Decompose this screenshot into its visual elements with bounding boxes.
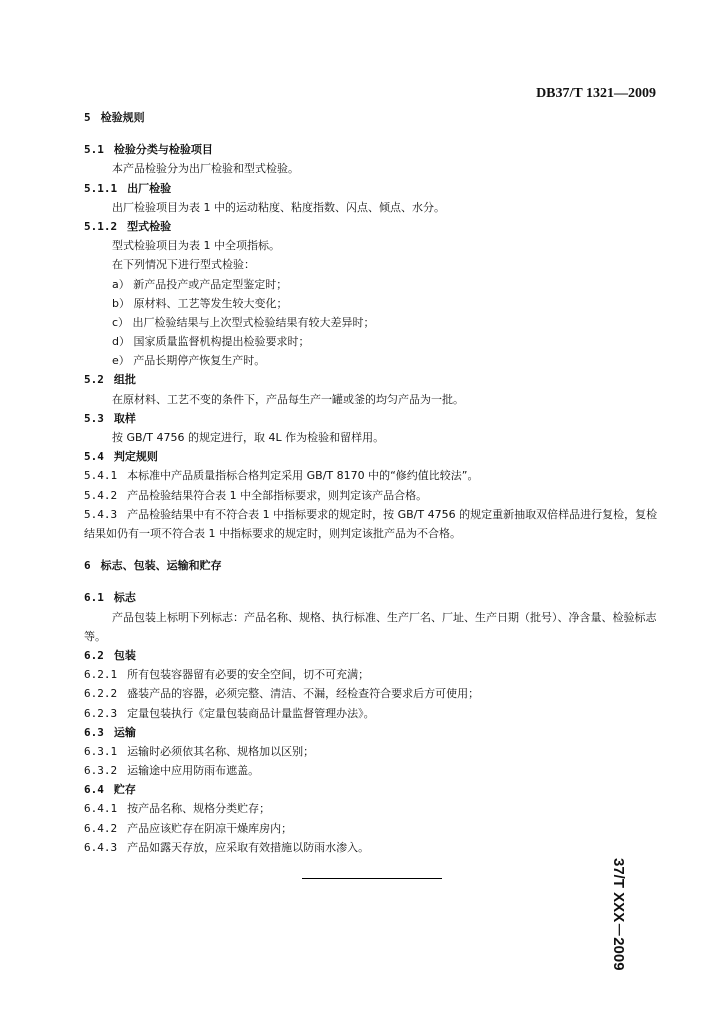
- clause-text: 产品检验结果中有不符合表 1 中指标要求的规定时，按 GB/T 4756 的规定重新抽取双倍样品进行复检，复检结果如仍有一项不符合表 1 中指标要求的规定时，则判定该批产品为不合格。: [84, 507, 658, 540]
- list-item: b） 原材料、工艺等发生较大变化；: [112, 296, 288, 310]
- clause-number: 6.2.2: [84, 687, 118, 701]
- section-5-heading: [84, 108, 660, 127]
- clause-text: 定量包装执行《定量包装商品计量监督管理办法》。: [127, 706, 375, 720]
- section-title: 型式检验: [127, 219, 172, 233]
- list-item: a） 新产品投产或产品定型鉴定时；: [112, 277, 288, 291]
- section-number: 6.4: [84, 783, 104, 797]
- paragraph: 产品包装上标明下列标志：产品名称、规格、执行标准、生产厂名、厂址、生产日期（批号）、净含量、检验标志等。: [84, 610, 657, 643]
- list-item: d） 国家质量监督机构提出检验要求时；: [112, 335, 310, 349]
- section-5-2-heading: [84, 370, 660, 389]
- clause-text: 运输途中应用防雨布遮盖。: [127, 764, 260, 778]
- clause-6-2-3: [84, 704, 660, 723]
- clause-number: 6.4.3: [84, 840, 118, 854]
- list-item: e） 产品长期停产恢复生产时。: [112, 354, 266, 368]
- clause-6-4-3: [84, 838, 660, 857]
- section-title: 包装: [113, 648, 136, 662]
- clause-number: 6.3.1: [84, 744, 118, 758]
- rule-5-4-3: [84, 505, 660, 543]
- section-5-1-1-heading: [84, 179, 660, 198]
- section-title: 出厂检验: [127, 181, 172, 195]
- document-body: [84, 108, 660, 857]
- list-item: c） 出厂检验结果与上次型式检验结果有较大差异时；: [112, 315, 375, 329]
- clause-text: 产品如露天存放，应采取有效措施以防雨水渗入。: [127, 840, 370, 854]
- section-5-4-heading: [84, 447, 660, 466]
- section-number: 5.1.1: [84, 181, 118, 195]
- section-number: 6.3: [84, 725, 104, 739]
- section-number: 6.2: [84, 648, 104, 662]
- paragraph: 型式检验项目为表 1 中全项指标。: [112, 239, 280, 253]
- paragraph: 在下列情况下进行型式检验：: [112, 258, 255, 272]
- section-6-2-heading: [84, 646, 660, 665]
- section-title: 检验规则: [100, 111, 145, 124]
- section-number: 5.1: [84, 143, 104, 157]
- section-5-1-2-heading: [84, 217, 660, 236]
- section-title: 运输: [113, 725, 136, 739]
- clause-6-4-2: [84, 819, 660, 838]
- section-6-4-heading: [84, 780, 660, 799]
- document-code-header: DB37/T 1321—2009: [536, 86, 656, 101]
- clause-6-3-1: [84, 742, 660, 761]
- rule-5-4-1: [84, 466, 660, 485]
- clause-text: 产品检验结果符合表 1 中全部指标要求，则判定该产品合格。: [127, 488, 428, 502]
- clause-text: 产品应该贮存在阴凉干燥库房内；: [127, 821, 293, 835]
- section-title: 组批: [113, 373, 136, 387]
- clause-6-2-1: [84, 665, 660, 684]
- clause-text: 盛装产品的容器，必须完整、清洁、不漏，经检查符合要求后方可使用；: [127, 687, 480, 701]
- clause-6-2-2: [84, 684, 660, 703]
- clause-number: 6.2.1: [84, 668, 118, 682]
- section-number: 5: [84, 111, 91, 124]
- paragraph: 在原材料、工艺不变的条件下，产品每生产一罐或釜的均匀产品为一批。: [112, 392, 464, 406]
- section-title: 标志、包装、运输和贮存: [100, 559, 222, 573]
- section-6-1-heading: [84, 588, 660, 607]
- clause-number: 6.3.2: [84, 764, 118, 778]
- section-number: 5.3: [84, 411, 104, 425]
- clause-number: 5.4.3: [84, 507, 118, 521]
- clause-number: 5.4.2: [84, 488, 118, 502]
- section-title: 贮存: [113, 783, 136, 797]
- section-number: 5.1.2: [84, 219, 118, 233]
- clause-number: 6.2.3: [84, 706, 118, 720]
- clause-text: 按产品名称、规格分类贮存；: [127, 802, 271, 816]
- side-document-code: 37/T XXX－2009: [610, 858, 627, 971]
- section-6-3-heading: [84, 723, 660, 742]
- clause-text: 运输时必须依其名称、规格加以区别；: [127, 744, 315, 758]
- section-number: 5.2: [84, 373, 104, 387]
- clause-text: 所有包装容器留有必要的安全空间，切不可充满；: [127, 668, 370, 682]
- paragraph: 本产品检验分为出厂检验和型式检验。: [112, 162, 299, 176]
- clause-number: 6.4.2: [84, 821, 118, 835]
- clause-number: 6.4.1: [84, 802, 118, 816]
- section-title: 判定规则: [113, 450, 158, 464]
- clause-text: 本标准中产品质量指标合格判定采用 GB/T 8170 中的“修约值比较法”。: [127, 469, 479, 483]
- paragraph: 按 GB/T 4756 的规定进行，取 4L 作为检验和留样用。: [112, 431, 385, 444]
- section-5-3-heading: [84, 409, 660, 428]
- section-6-heading: [84, 556, 660, 575]
- section-number: 5.4: [84, 450, 104, 464]
- section-5-1-heading: [84, 140, 660, 159]
- end-of-document-rule: [302, 878, 442, 879]
- section-number: 6.1: [84, 591, 104, 605]
- paragraph: 出厂检验项目为表 1 中的运动粘度、粘度指数、闪点、倾点、水分。: [112, 200, 445, 214]
- section-title: 取样: [113, 411, 136, 425]
- rule-5-4-2: [84, 486, 660, 505]
- clause-6-4-1: [84, 799, 660, 818]
- clause-number: 5.4.1: [84, 469, 118, 483]
- clause-6-3-2: [84, 761, 660, 780]
- section-title: 标志: [113, 591, 136, 605]
- section-title: 检验分类与检验项目: [113, 143, 213, 157]
- section-number: 6: [84, 559, 91, 573]
